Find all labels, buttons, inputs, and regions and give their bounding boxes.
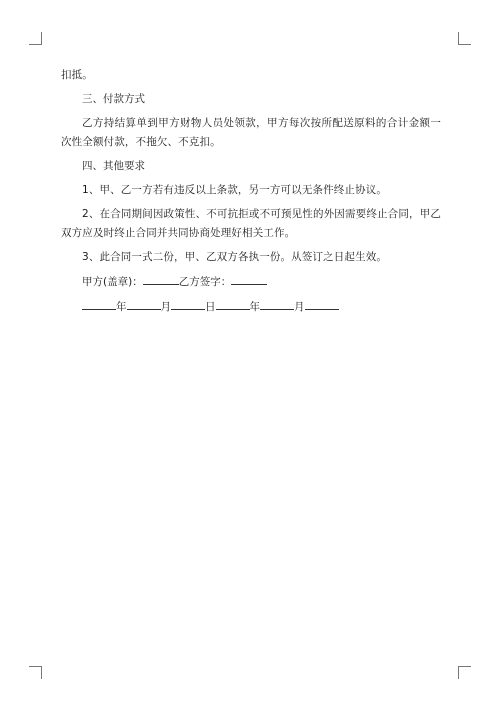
month-blank-b [260, 297, 294, 310]
crop-mark-bottom-left [29, 666, 42, 679]
document-body [61, 66, 441, 317]
year-label-b: 年 [249, 301, 260, 313]
payment-paragraph: 乙方持结算单到甲方财物人员处领款，甲方每次按所配送原料的合计金额一次性全额付款，不拖欠、不克扣。 [61, 117, 441, 148]
other-item-3: 3、此合同一式二份，甲、乙双方各执一份。从签订之日起生效。 [82, 251, 388, 263]
year-label-a: 年 [116, 301, 127, 313]
party-b-blank [231, 272, 267, 285]
party-a-blank [143, 272, 179, 285]
signature-line [61, 272, 441, 292]
day-blank-a [171, 297, 205, 310]
other-item-1: 1、甲、乙一方若有违反以上条款，另一方可以无条件终止协议。 [82, 184, 388, 196]
other-item-2: 2、在合同期间因政策性、不可抗拒或不可预见性的外因需要终止合同，甲乙双方应及时终止合同并共同协商处理好相关工作。 [61, 208, 441, 239]
year-blank-b [216, 297, 250, 310]
day-blank-b [305, 297, 339, 310]
section-heading-other: 四、其他要求 [82, 160, 145, 172]
month-blank-a [127, 297, 161, 310]
party-b-label: 乙方签字： [178, 276, 232, 288]
month-label-a: 月 [160, 301, 171, 313]
year-blank-a [82, 297, 116, 310]
section-heading-payment: 三、付款方式 [82, 93, 145, 105]
date-line [61, 297, 441, 317]
party-a-label: 甲方(盖章)： [82, 276, 143, 288]
crop-mark-top-right [458, 32, 471, 45]
month-label-b: 月 [294, 301, 305, 313]
crop-mark-top-left [29, 32, 42, 45]
crop-mark-bottom-right [458, 666, 471, 679]
day-label-a: 日 [205, 301, 216, 313]
continued-text: 扣抵。 [61, 69, 93, 81]
